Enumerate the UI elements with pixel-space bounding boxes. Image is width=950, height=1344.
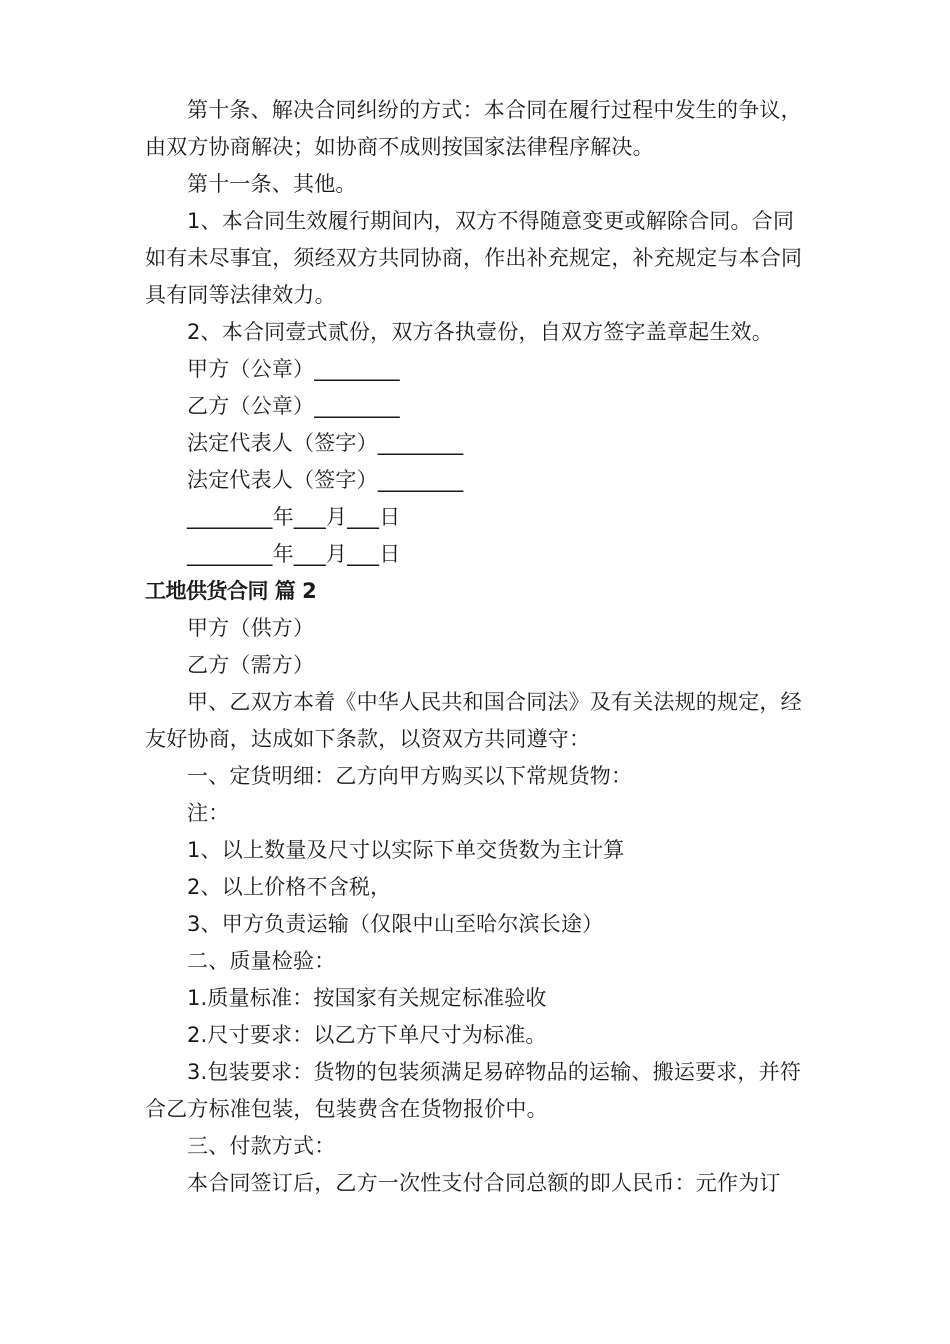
signature-party-b-seal: 乙方（公章）________ — [187, 394, 400, 418]
signature-date-b: ________年___月___日 — [187, 542, 401, 566]
note-item-2: 2、以上价格不含税， — [187, 875, 392, 899]
signature-legal-rep-b: 法定代表人（签字）________ — [187, 468, 464, 492]
paragraph-payment-detail: 本合同签订后，乙方一次性支付合同总额的即人民币：元作为订 — [187, 1171, 781, 1195]
note-item-3: 3、甲方负责运输（仅限中山至哈尔滨长途） — [187, 912, 604, 936]
paragraph-article-11: 第十一条、其他。 — [187, 172, 357, 196]
quality-item-3: 3.包装要求：货物的包装须满足易碎物品的运输、搬运要求，并符合乙方标准包装，包装费含在货物报价中。 — [145, 1060, 802, 1121]
quality-item-1: 1.质量标准：按国家有关规定标准验收 — [187, 986, 547, 1010]
signature-legal-rep-a: 法定代表人（签字）________ — [187, 431, 464, 455]
paragraph-quality-inspection: 二、质量检验： — [187, 949, 336, 973]
section-heading: 工地供货合同 篇 2 — [145, 579, 317, 603]
quality-item-2: 2.尺寸要求：以乙方下单尺寸为标准。 — [187, 1023, 547, 1047]
paragraph-preamble: 甲、乙双方本着《中华人民共和国合同法》及有关法规的规定，经友好协商，达成如下条款，以资双方共同遵守： — [145, 690, 802, 751]
paragraph-order-details: 一、定货明细：乙方向甲方购买以下常规货物： — [187, 764, 633, 788]
paragraph-payment-method: 三、付款方式： — [187, 1134, 336, 1158]
paragraph-clause-1: 1、本合同生效履行期间内，双方不得随意变更或解除合同。合同如有未尽事宜，须经双方共同协商，作出补充规定，补充规定与本合同具有同等法律效力。 — [145, 209, 803, 307]
party-a-supplier: 甲方（供方） — [187, 616, 315, 640]
signature-party-a-seal: 甲方（公章）________ — [187, 357, 400, 381]
paragraph-clause-2: 2、本合同壹式贰份，双方各执壹份，自双方签字盖章起生效。 — [187, 320, 773, 344]
paragraph-article-10: 第十条、解决合同纠纷的方式：本合同在履行过程中发生的争议，由双方协商解决；如协商不成则按国家法律程序解决。 — [145, 98, 802, 159]
paragraph-note-label: 注： — [187, 801, 230, 825]
document-body — [145, 92, 810, 1202]
party-b-buyer: 乙方（需方） — [187, 653, 315, 677]
signature-date-a: ________年___月___日 — [187, 505, 401, 529]
note-item-1: 1、以上数量及尺寸以实际下单交货数为主计算 — [187, 838, 625, 862]
